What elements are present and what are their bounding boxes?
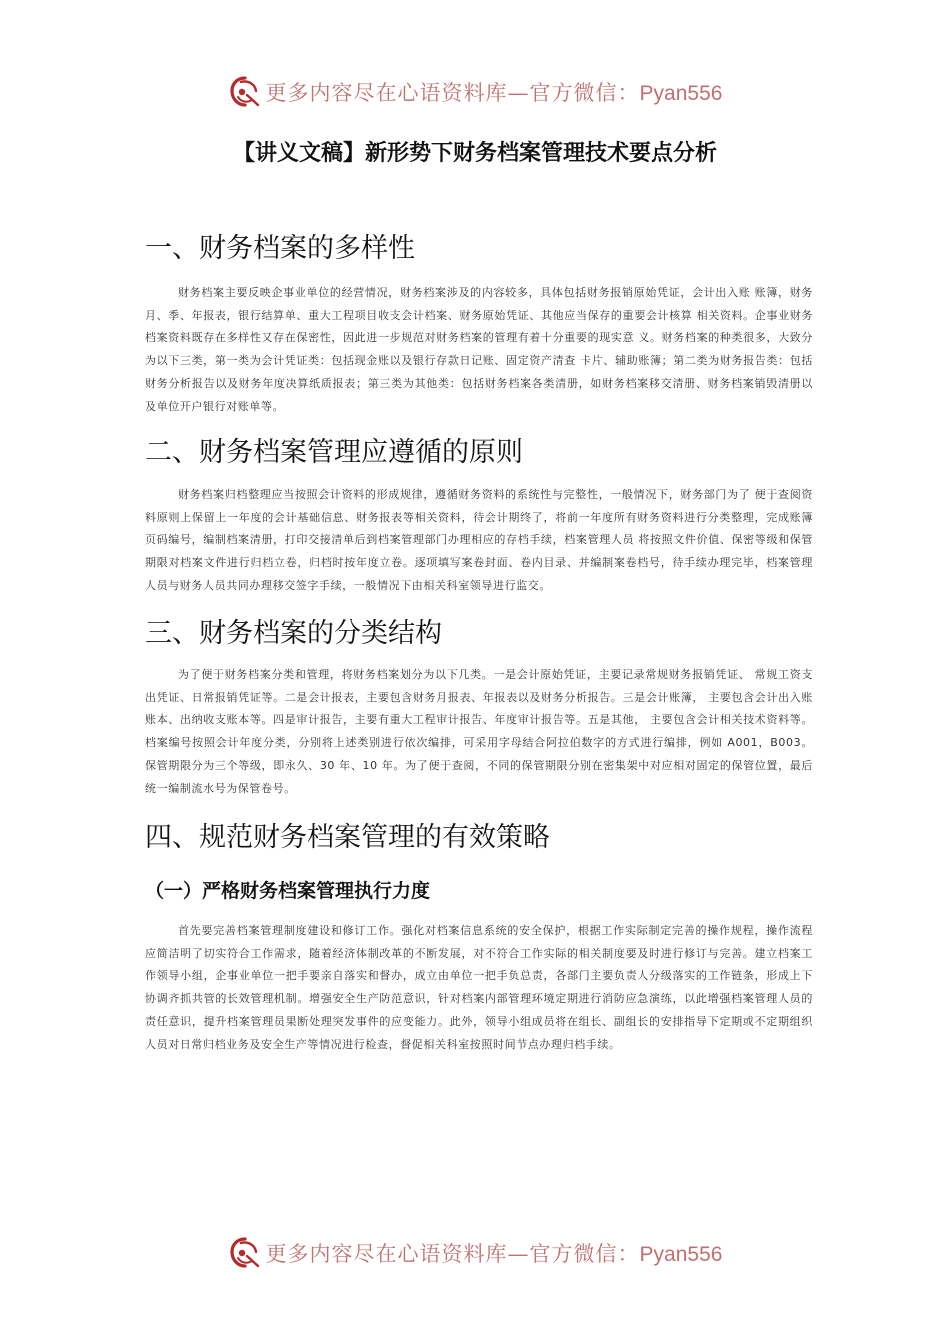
section-2-heading: 二、财务档案管理应遵循的原则 — [145, 437, 523, 468]
section-4-paragraph: 首先要完善档案管理制度建设和修订工作。强化对档案信息系统的安全保护，根据工作实际制定完善的操作规程，操作流程应简洁明了切实符合工作需求，随着经济体制改革的不断发展，对不符合工作实际的相关制度要及时进行修订与完善。建立档案工作领导小组，企事业单位一把手要亲自落实和督办，成立由单位一把手负总责，各部门主要负责人分级落实的工作链条，形成上下协调齐抓共管的长效管理机制。增强安全生产防范意识，针对档案内部管理环境定期进行消防应急演练，以此增强档案管理人员的责任意识，提升档案管理员果断处理突发事件的应变能力。此外，领导小组成员将在组长、副组长的安排指导下定期或不定期组织人员对日常归档业务及安全生产等情况进行检查，督促相关科室按照时间节点办理归档手续。 — [145, 924, 813, 1051]
footer-banner-wechat-label: 官方微信： — [529, 1242, 640, 1266]
footer-banner-slogan: 更多内容尽在心语资料库 — [265, 1242, 508, 1266]
section-3-heading: 三、财务档案的分类结构 — [145, 618, 442, 649]
footer-banner-separator: — — [507, 1242, 530, 1266]
banner-wechat-label: 官方微信： — [529, 81, 640, 105]
footer-banner-text — [266, 1238, 723, 1268]
banner-wechat-id: Pyan556 — [639, 82, 723, 105]
banner-text — [266, 77, 723, 107]
section-2-paragraph: 财务档案归档整理应当按照会计资料的形成规律，遵循财务资料的系统性与完整性，一般情况下，财务部门为了 便于查阅资料原则上保留上一年度的会计基础信息、财务报表等相关资料，待会计期终了，将前一年度所有财务资料进行分类整理，完成账簿页码编号，编制档案清册，打印交接清单后到档案管理部门办理相应的存档手续，档案管理人员 将按照文件价值、保密等级和保管期限对档案文件进行归档立卷，归档时按年度立卷。逐项填写案卷封面、卷内目录、并编制案卷档号，待手续办理完毕，档案管理人员与财务人员共同办理移交签字手续，一般情况下由相关科室领导进行监交。 — [145, 488, 813, 592]
section-1-heading: 一、财务档案的多样性 — [145, 233, 415, 264]
footer-banner — [0, 1233, 950, 1273]
banner-content — [228, 75, 723, 109]
footer-banner-wechat-id: Pyan556 — [639, 1243, 723, 1266]
section-3-paragraph: 为了便于财务档案分类和管理，将财务档案划分为以下几类。一是会计原始凭证，主要记录常规财务报销凭证、 常规工资支出凭证、日常报销凭证等。二是会计报表，主要包含财务月报表、年报表以及财务分析报告。三是会计账簿， 主要包含会计出入账账本、出纳收支账本等。四是审计报告，主要有重大工程审计报告、年度审计报告等。五是其他， 主要包含会计相关技术资料等。档案编号按照会计年度分类，分别将上述类别进行依次编排，可采用字母结合阿拉伯数字的方式进行编排，例如 A001，B003。保管期限分为三个等级，即永久、30 年、10 年。为了便于查阅，不同的保管期限分别在密集架中对应相对固定的保管位置，最后统一编制流水号为保管卷号。 — [145, 668, 813, 795]
section-4-heading: 四、规范财务档案管理的有效策略 — [145, 822, 550, 853]
logo-icon — [228, 75, 262, 109]
banner-separator: — — [507, 81, 530, 105]
document-title: 【讲义文稿】新形势下财务档案管理技术要点分析 — [232, 141, 717, 166]
footer-banner-content — [228, 1236, 723, 1270]
header-banner — [0, 72, 950, 112]
banner-slogan: 更多内容尽在心语资料库 — [265, 81, 508, 105]
section-1-paragraph: 财务档案主要反映企事业单位的经营情况，财务档案涉及的内容较多，具体包括财务报销原始凭证，会计出入账 账簿，财务月、季、年报表，银行结算单、重大工程项目收支会计档案、财务原始凭证、其他应当保存的重要会计核算 相关资料。企事业财务档案资料既存在多样性又存在保密性，因此进一步规范对财务档案的管理有着十分重要的现实意 义。财务档案的种类很多，大致分为以下三类，第一类为会计凭证类：包括现金账以及银行存款日记账、固定资产清查 卡片、辅助账簿；第二类为财务报告类：包括财务分析报告以及财务年度决算纸质报表；第三类为其他类：包括财务档案各类清册，如财务档案移交清册、财务档案销毁清册以及单位开户银行对账单等。 — [145, 286, 813, 413]
logo-icon — [228, 1236, 262, 1270]
section-4-subheading: （一）严格财务档案管理执行力度 — [145, 880, 431, 902]
